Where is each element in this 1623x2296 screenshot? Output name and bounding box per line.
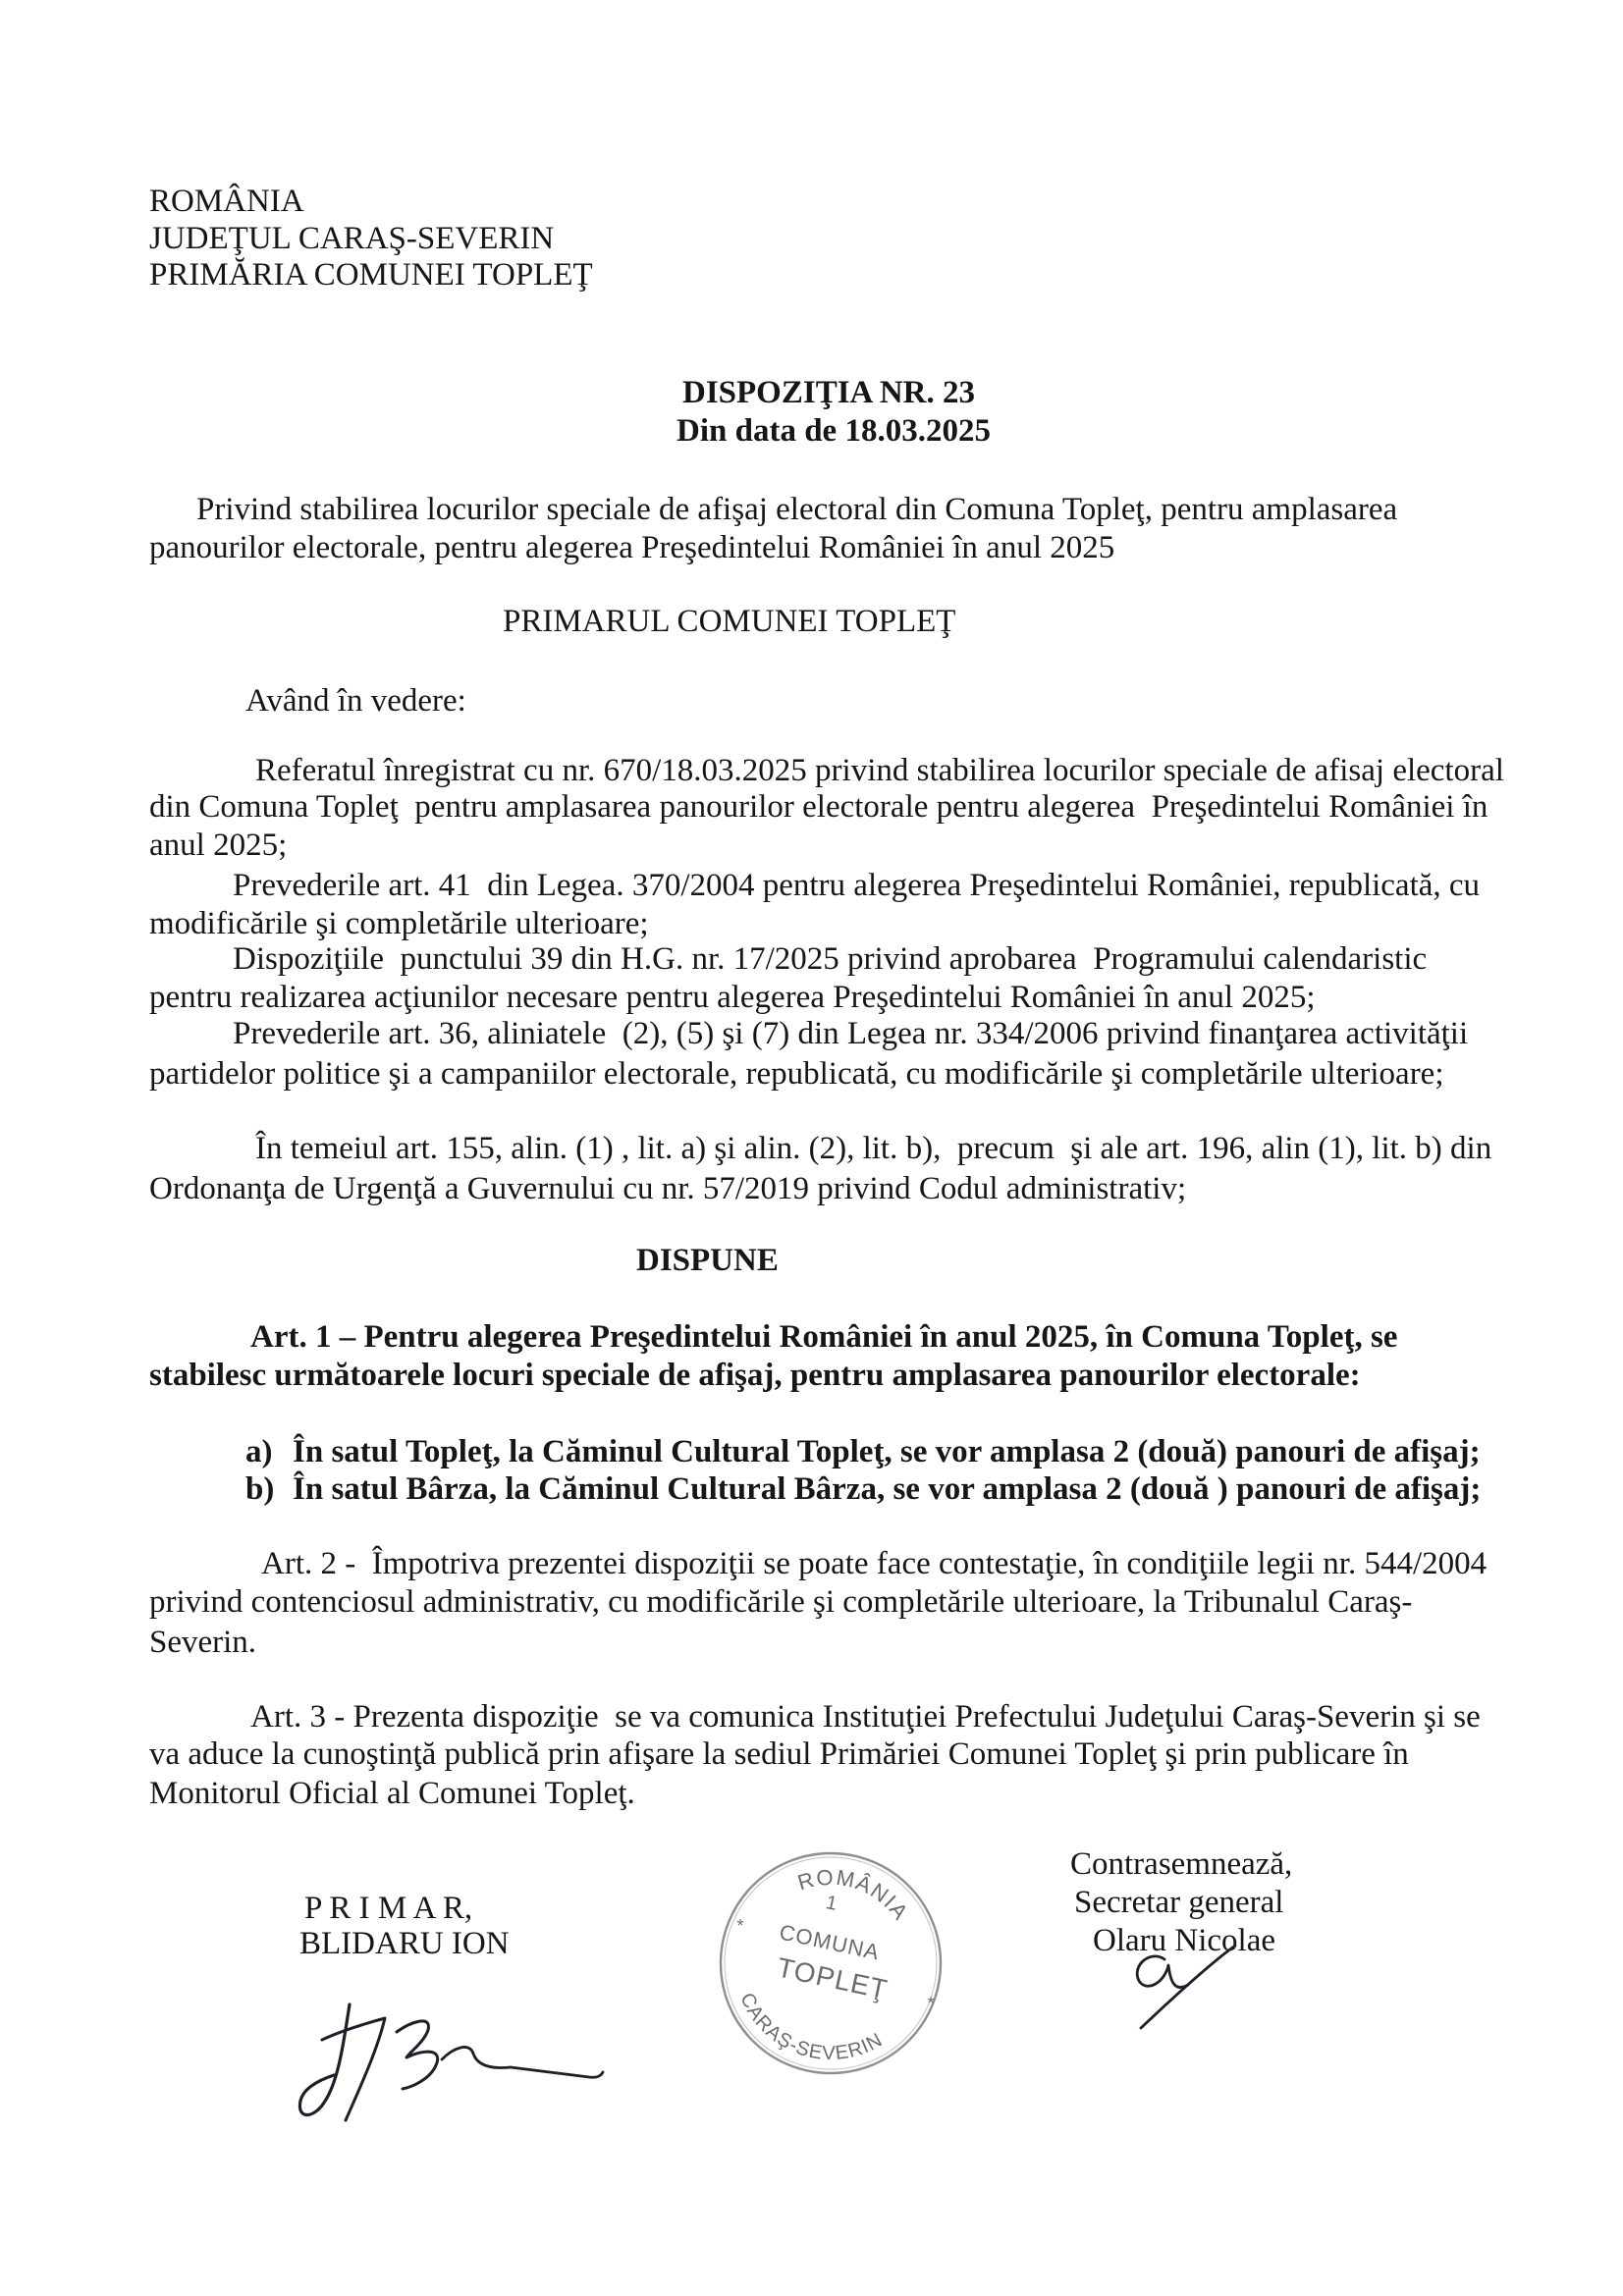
article-3-line: Art. 3 - Prezenta dispoziţie se va comunica Instituţiei Prefectului Judeţului Caraş-Severin şi se: [250, 1699, 1481, 1735]
stamp-number: 1: [824, 1892, 839, 1915]
item-text: În satul Topleţ, la Căminul Cultural Topleţ, se vor amplasa 2 (două) panouri de afişaj;: [293, 1434, 1481, 1469]
consideration-line: din Comuna Topleţ pentru amplasarea panourilor electorale pentru alegerea Preşedintelui României în: [149, 789, 1488, 825]
document-date: Din data de 18.03.2025: [676, 413, 991, 449]
consideration-line: Dispoziţiile punctului 39 din H.G. nr. 17/2025 privind aprobarea Programului calendaristic: [233, 941, 1428, 977]
stamp-star-left: *: [736, 1916, 744, 1936]
stamp-line-name: TOPLEŢ: [774, 1951, 892, 2005]
document-number: DISPOZIŢIA NR. 23: [682, 375, 975, 410]
subject-line: Privind stabilirea locurilor speciale de afişaj electoral din Comuna Topleţ, pentru amplasarea: [196, 492, 1398, 527]
article-3-line: va aduce la cunoştinţă publică prin afişare la sediul Primăriei Comunei Topleţ şi prin publicare în: [149, 1736, 1409, 1772]
secretary-signature: [1119, 1929, 1257, 2037]
article-2-line: Severin.: [149, 1625, 257, 1660]
legal-basis-line: În temeiul art. 155, alin. (1) , lit. a) şi alin. (2), lit. b), precum şi ale art. 196, alin (1), lit. b) din: [255, 1131, 1492, 1166]
article-3-line: Monitorul Oficial al Comunei Topleţ.: [149, 1776, 635, 1811]
article-2-line: Art. 2 - Împotriva prezentei dispoziţii se poate face contestaţie, în condiţiile legii nr. 544/2004: [261, 1546, 1488, 1581]
consideration-line: Referatul înregistrat cu nr. 670/18.03.2025 privind stabilirea locurilor speciale de afisaj electoral: [255, 753, 1504, 788]
item-text: În satul Bârza, la Căminul Cultural Bârza, se vor amplasa 2 (două ) panouri de afişaj;: [293, 1471, 1482, 1507]
subject-line: panourilor electorale, pentru alegerea Preşedintelui României în anul 2025: [149, 530, 1115, 565]
header-institution: PRIMĂRIA COMUNEI TOPLEŢ: [149, 257, 593, 293]
header-country: ROMÂNIA: [149, 184, 304, 219]
mayor-title: P R I M A R,: [304, 1891, 473, 1926]
item-label: b): [245, 1471, 275, 1507]
stamp-county: CARAŞ-SEVERIN: [735, 1989, 887, 2065]
article-2-line: privind contenciosul administrativ, cu modificările şi completările ulterioare, la Tribunalul Caraş-: [149, 1584, 1413, 1620]
consideration-line: Prevederile art. 41 din Legea. 370/2004 pentru alegerea Preşedintelui României, republicată, cu: [233, 868, 1481, 903]
consideration-line: pentru realizarea acţiunilor necesare pentru alegerea Preşedintelui României în anul 2025;: [149, 980, 1316, 1015]
consideration-line: partidelor politice şi a campaniilor electorale, republicată, cu modificările şi completările ulterioare;: [149, 1056, 1444, 1092]
signature-stroke: [299, 2004, 350, 2115]
decision-heading: DISPUNE: [636, 1243, 779, 1278]
signature-stroke: [1141, 1946, 1235, 2028]
mayor-name: BLIDARU ION: [299, 1926, 510, 1961]
signature-stroke: [1137, 1956, 1188, 1988]
signature-stroke: [322, 2018, 385, 2120]
stamp-country: ROMÂNIA: [794, 1864, 914, 1926]
consideration-line: modificările şi completările ulterioare;: [149, 906, 649, 941]
issuer-title: PRIMARUL COMUNEI TOPLEŢ: [503, 604, 956, 639]
signature-stroke: [442, 2047, 603, 2077]
stamp-line-commune: COMUNA: [777, 1919, 883, 1965]
consideration-line: Prevederile art. 36, aliniatele (2), (5) şi (7) din Legea nr. 334/2006 privind finanţarea activităţii: [233, 1016, 1469, 1051]
stamp-star-right: *: [927, 1994, 935, 2013]
secretary-title: Secretar general: [1074, 1885, 1284, 1920]
signature-stroke: [397, 2021, 438, 2089]
mayor-signature: [285, 1983, 619, 2140]
countersign-label: Contrasemnează,: [1070, 1846, 1293, 1882]
legal-basis-line: Ordonanţa de Urgenţă a Guvernului cu nr. 57/2019 privind Codul administrativ;: [149, 1171, 1187, 1206]
consideration-line: anul 2025;: [149, 828, 288, 863]
item-label: a): [245, 1434, 273, 1469]
stamp-top-text: [788, 1850, 921, 1930]
considering-label: Având în vedere:: [245, 683, 466, 719]
header-county: JUDEŢUL CARAŞ-SEVERIN: [149, 221, 555, 256]
article-1-line: Art. 1 – Pentru alegerea Preşedintelui României în anul 2025, în Comuna Topleţ, se: [250, 1319, 1398, 1355]
secretary-name: Olaru Nicolae: [1093, 1923, 1275, 1958]
official-stamp: [708, 1841, 953, 2086]
article-1-line: stabilesc următoarele locuri speciale de afişaj, pentru amplasarea panourilor electorale:: [149, 1358, 1361, 1393]
